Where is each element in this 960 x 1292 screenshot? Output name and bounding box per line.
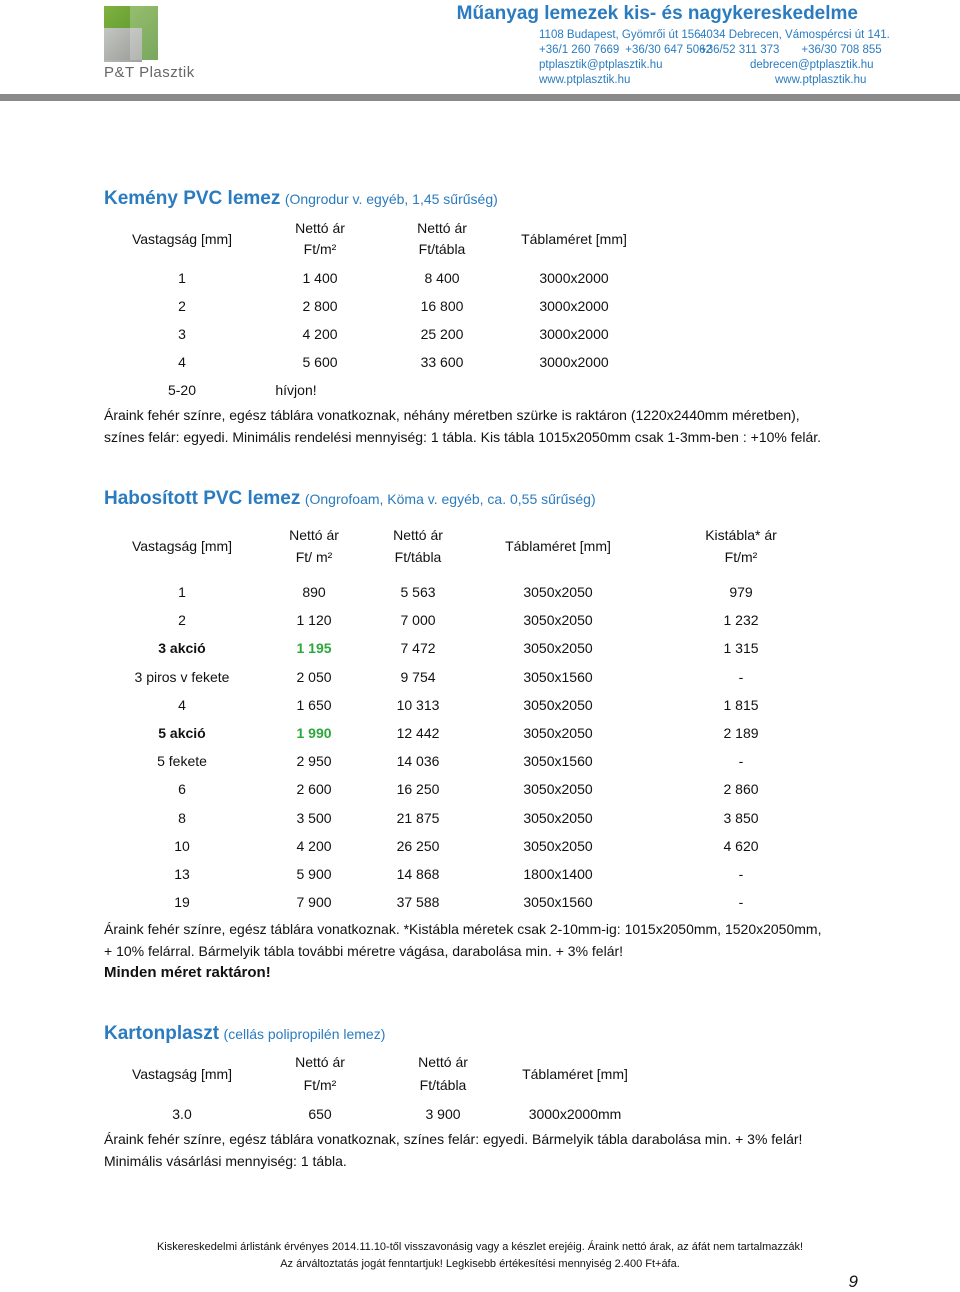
s1-cell: 3000x2000 [539,270,609,286]
s3-header-net-price-sheet-a: Nettó ár [418,1054,468,1070]
debrecen-phone2: +36/30 708 855 [801,44,882,56]
s3-note [104,1128,864,1172]
s1-cell: 2 800 [302,298,338,314]
s2-cell: 2 [178,612,186,628]
s1-cell: 3 [178,326,186,342]
s2-cell: 16 250 [396,781,440,797]
s1-cell: 2 [178,298,186,314]
s1-note [104,404,864,448]
s3-cell: 3 900 [425,1106,461,1122]
s2-cell: 3 piros v fekete [134,669,230,685]
s2-header-net-price-sheet-b: Ft/tábla [394,549,442,565]
s2-cell: 3 akció [158,640,206,656]
s2-cell: 6 [178,781,186,797]
s1-cell: 1 [178,270,186,286]
s2-cell: 4 200 [296,838,332,854]
s2-cell: 1 650 [296,697,332,713]
company-logo [104,6,195,88]
s2-cell: 2 050 [296,669,332,685]
s1-header-thickness: Vastagság [mm] [131,231,233,247]
s2-cell: 7 472 [400,640,436,656]
budapest-web[interactable]: www.ptplasztik.hu [539,74,631,86]
s3-header-sheet-size: Táblaméret [mm] [522,1066,628,1082]
section1-title [104,188,498,210]
s2-cell: 5 900 [296,866,332,882]
section1-title-main: Kemény PVC lemez [104,188,281,209]
s2-cell: 3050x2050 [523,725,593,741]
s2-cell: 3050x2050 [523,640,593,656]
s2-cell: 979 [729,584,753,600]
section2-title [104,488,596,510]
s2-cell: 3050x2050 [523,781,593,797]
s1-cell: 4 200 [302,326,338,342]
debrecen-contact [700,28,890,88]
s2-cell: 2 600 [296,781,332,797]
s2-cell: 3050x2050 [523,838,593,854]
s2-header-small-sheet-price-a: Kistábla* ár [705,527,777,543]
page-number: 9 [848,1272,858,1291]
s2-header-sheet-size: Táblaméret [mm] [505,538,611,554]
s1-header-net-price-sheet-b: Ft/tábla [418,241,466,257]
footer-line1: Kiskereskedelmi árlistánk érvényes 2014.11.10-től visszavonásig vagy a készlet erejéig. Áraink nettó árak, az áfát nem tartalmazzák! [156,1241,804,1253]
s2-cell: 3050x1560 [523,669,593,685]
budapest-phone2: +36/30 647 5062 [625,44,712,56]
s2-cell: 14 036 [396,753,440,769]
s1-cell: 3000x2000 [539,354,609,370]
s1-cell: 1 400 [302,270,338,286]
header-divider [0,94,960,101]
budapest-address: 1108 Budapest, Gyömrői út 156. [539,29,704,41]
s2-note-line2: + 10% felárral. Bármelyik tábla további méretre vágása, darabolása min. + 3% felár! [104,943,624,959]
s1-cell: 25 200 [420,326,464,342]
s2-cell: 9 754 [400,669,436,685]
s2-cell: 3 850 [723,810,759,826]
s2-cell: 3 500 [296,810,332,826]
s2-cell: 1 232 [723,612,759,628]
s2-cell: 10 313 [396,697,440,713]
s2-cell: 13 [174,866,190,882]
s2-cell: 26 250 [396,838,440,854]
debrecen-email[interactable]: debrecen@ptplasztik.hu [750,59,874,71]
s2-cell: - [738,753,744,769]
s3-header-net-price-m2-b: Ft/m² [303,1077,337,1093]
budapest-phone1: +36/1 260 7669 [539,44,620,56]
s2-cell: 1 990 [296,725,332,741]
s2-cell: 1 315 [723,640,759,656]
s1-cell: 3000x2000 [539,326,609,342]
s2-header-thickness: Vastagság [mm] [131,538,233,554]
s3-header-thickness: Vastagság [mm] [131,1066,233,1082]
s2-cell: - [738,669,744,685]
s2-cell: 1 815 [723,697,759,713]
s2-cell: 3050x2050 [523,584,593,600]
s2-header-small-sheet-price-b: Ft/m² [724,549,758,565]
s1-header-sheet-size: Táblaméret [mm] [521,231,627,247]
s2-note-line1: Áraink fehér színre, egész táblára vonatkoznak. *Kistábla méretek csak 2-10mm-ig: 1015x2050mm, 1520x2050mm, [104,921,822,937]
budapest-contact [539,28,712,88]
s2-cell: 7 900 [296,894,332,910]
s2-cell: 5 563 [400,584,436,600]
s2-cell: 1800x1400 [523,866,593,882]
s3-header-net-price-m2-a: Nettó ár [295,1054,345,1070]
s2-cell: 3050x2050 [523,697,593,713]
s1-header-net-price-m2-b: Ft/m² [303,241,337,257]
s2-header-net-price-m2-b: Ft/ m² [295,549,333,565]
s2-cell: 1 195 [296,640,332,656]
s2-cell: - [738,866,744,882]
s1-cell: hívjon! [275,382,317,398]
s2-cell: 5 akció [158,725,206,741]
s2-cell: 3050x1560 [523,894,593,910]
s2-cell: - [738,894,744,910]
section3-title-main: Kartonplaszt [104,1023,220,1044]
company-name: Műanyag lemezek kis- és nagykereskedelme [456,3,858,24]
s2-cell: 1 [178,584,186,600]
section3-title [104,1023,385,1045]
s2-cell: 1 120 [296,612,332,628]
footer-line2: Az árváltoztatás jogát fenntartjuk! Legkisebb értékesítési mennyiség 2.400 Ft+áfa. [280,1258,680,1270]
s1-cell: 8 400 [424,270,460,286]
debrecen-address: 4034 Debrecen, Vámospércsi út 141. [700,29,890,41]
s2-cell: 3050x2050 [523,612,593,628]
s1-cell: 16 800 [420,298,464,314]
s2-header-net-price-sheet-a: Nettó ár [393,527,443,543]
s3-header-net-price-sheet-b: Ft/tábla [419,1077,467,1093]
debrecen-phone1: +36/52 311 373 [700,44,780,56]
s2-cell: 890 [302,584,326,600]
s2-header-net-price-m2-a: Nettó ár [289,527,339,543]
s2-cell: 7 000 [400,612,436,628]
s3-cell: 3.0 [172,1106,192,1122]
s1-cell: 33 600 [420,354,464,370]
s1-header-net-price-m2-a: Nettó ár [295,220,345,236]
s2-cell: 4 620 [723,838,759,854]
s1-cell: 5-20 [167,382,197,398]
logo-text: P&T Plasztik [104,64,195,81]
budapest-email[interactable]: ptplasztik@ptplasztik.hu [539,59,663,71]
s3-cell: 650 [308,1106,332,1122]
section3-subtitle: (cellás polipropilén lemez) [223,1026,386,1042]
s1-note-line1: Áraink fehér színre, egész táblára vonatkoznak, néhány méretben szürke is raktáron (1220x2440mm méretben), [104,407,800,423]
s1-cell: 4 [178,354,186,370]
s3-cell: 3000x2000mm [528,1106,622,1122]
s3-note-line2: Minimális vásárlási mennyiség: 1 tábla. [104,1153,347,1169]
debrecen-web[interactable]: www.ptplasztik.hu [775,74,867,86]
s1-note-line2: színes felár: egyedi. Minimális rendelési mennyiség: 1 tábla. Kis tábla 1015x2050mm csak 1-3mm-ben : +10% felár. [104,429,822,445]
section2-title-main: Habosított PVC lemez [104,488,301,509]
s2-cell: 12 442 [396,725,440,741]
s2-cell: 8 [178,810,186,826]
section1-subtitle: (Ongrodur v. egyéb, 1,45 sűrűség) [284,191,498,207]
s2-cell: 21 875 [396,810,440,826]
s2-cell: 19 [174,894,190,910]
s2-cell: 2 189 [723,725,759,741]
s2-cell: 4 [178,697,186,713]
s1-cell: 3000x2000 [539,298,609,314]
s2-note-bold: Minden méret raktáron! [104,964,271,981]
s2-cell: 3050x2050 [523,810,593,826]
s2-cell: 5 fekete [157,753,207,769]
s2-note [104,918,864,984]
section2-subtitle: (Ongrofoam, Köma v. egyéb, ca. 0,55 sűrűség) [304,491,596,507]
s2-cell: 3050x1560 [523,753,593,769]
s2-cell: 14 868 [396,866,440,882]
s3-note-line1: Áraink fehér színre, egész táblára vonatkoznak, színes felár: egyedi. Bármelyik tábla darabolása min. + 3% felár! [104,1131,803,1147]
s1-cell: 5 600 [302,354,338,370]
s2-cell: 2 860 [723,781,759,797]
s2-cell: 10 [174,838,190,854]
page-header [0,0,960,98]
s2-cell: 37 588 [396,894,440,910]
logo-highlight [130,6,158,60]
s2-cell: 2 950 [296,753,332,769]
s1-header-net-price-sheet-a: Nettó ár [417,220,467,236]
